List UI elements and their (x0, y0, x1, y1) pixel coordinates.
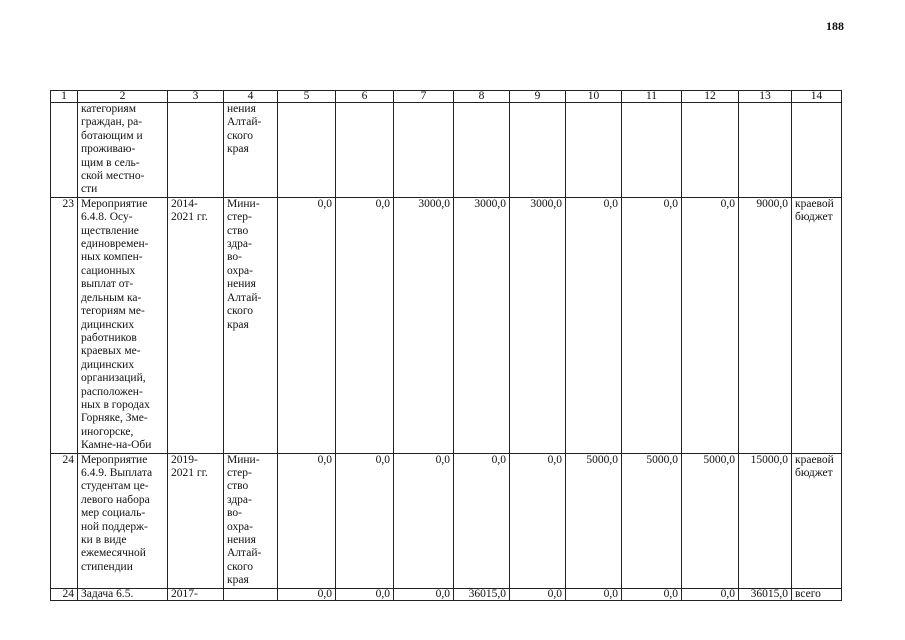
measure-name-text: Мероприятие 6.4.8. Осу- ществление единовремен- ных компен- сационных выплат от- дельным ка- тегориям ме- дицинских работников краевых ме- дицинских организаций, расположен- ных в городах Горняке, Зме- иногорске, Камне-на-Оби (81, 197, 152, 452)
value-cell: 36015,0 (454, 588, 510, 600)
value-cell: 5000,0 (622, 453, 682, 588)
executor (224, 103, 278, 198)
funding-source (792, 453, 842, 588)
row-number: 24 (51, 588, 78, 600)
value-cell: 3000,0 (394, 197, 454, 453)
value-cell: 5000,0 (682, 453, 739, 588)
column-number: 14 (792, 91, 842, 103)
period (168, 197, 224, 453)
measure-name-text: Мероприятие 6.4.9. Выплата студентам це- левого набора мер социаль- ной поддерж- ки в виде ежемесячной стипендии (81, 453, 153, 573)
value-cell: 0,0 (278, 453, 336, 588)
value-cell: 0,0 (336, 197, 394, 453)
value-cell (336, 103, 394, 198)
column-number: 1 (51, 91, 78, 103)
funding-source-text: краевой бюджет (795, 197, 834, 224)
table-row (51, 103, 842, 198)
value-cell (510, 103, 566, 198)
measure-name-text: Задача 6.5. (81, 588, 134, 600)
value-cell: 3000,0 (510, 197, 566, 453)
funding-source-text: краевой бюджет (795, 453, 834, 479)
value-cell: 0,0 (454, 453, 510, 588)
value-cell: 0,0 (394, 588, 454, 600)
value-cell (278, 103, 336, 198)
column-number: 6 (336, 91, 394, 103)
column-number: 9 (510, 91, 566, 103)
value-cell: 0,0 (510, 588, 566, 600)
program-measures-table (50, 90, 842, 601)
period-text: 2019- 2021 гг. (171, 453, 208, 479)
value-cell: 0,0 (622, 588, 682, 600)
value-cell: 0,0 (622, 197, 682, 453)
value-cell (622, 103, 682, 198)
column-number: 4 (224, 91, 278, 103)
funding-source (792, 197, 842, 453)
executor-text: нения Алтай- ского края (227, 103, 262, 156)
column-number: 8 (454, 91, 510, 103)
period-text: 2017- (171, 588, 198, 600)
funding-source-text: всего (795, 588, 821, 600)
value-cell (394, 103, 454, 198)
measure-name (78, 588, 168, 600)
table-row (51, 453, 842, 588)
value-cell: 9000,0 (739, 197, 792, 453)
value-cell: 0,0 (566, 588, 622, 600)
value-cell: 0,0 (394, 453, 454, 588)
measure-name (78, 453, 168, 588)
value-cell (682, 103, 739, 198)
period (168, 453, 224, 588)
value-cell: 0,0 (278, 197, 336, 453)
value-cell: 0,0 (682, 197, 739, 453)
column-number: 2 (78, 91, 168, 103)
row-number: 24 (51, 453, 78, 588)
value-cell: 5000,0 (566, 453, 622, 588)
measure-name (78, 103, 168, 198)
value-cell: 0,0 (566, 197, 622, 453)
period (168, 588, 224, 600)
column-number: 3 (168, 91, 224, 103)
executor (224, 453, 278, 588)
value-cell: 0,0 (510, 453, 566, 588)
column-number: 12 (682, 91, 739, 103)
value-cell: 0,0 (278, 588, 336, 600)
value-cell: 36015,0 (739, 588, 792, 600)
table-row (51, 197, 842, 453)
page-number: 188 (826, 19, 844, 33)
table-row (51, 588, 842, 600)
value-cell: 0,0 (336, 588, 394, 600)
executor (224, 588, 278, 600)
measure-name (78, 197, 168, 453)
column-number: 11 (622, 91, 682, 103)
row-number: 23 (51, 197, 78, 453)
column-number: 5 (278, 91, 336, 103)
measure-name-text: категориям граждан, ра- ботающим и проживаю- щим в сель- ской местно- сти (81, 103, 145, 196)
funding-source (792, 103, 842, 198)
value-cell: 15000,0 (739, 453, 792, 588)
value-cell: 3000,0 (454, 197, 510, 453)
value-cell (739, 103, 792, 198)
executor-text: Мини- стер- ство здра- во- охра- нения Алтай- ского края (227, 453, 262, 587)
period-text: 2014- 2021 гг. (171, 197, 208, 224)
value-cell: 0,0 (336, 453, 394, 588)
column-number: 10 (566, 91, 622, 103)
row-number (51, 103, 78, 198)
period (168, 103, 224, 198)
column-number-row (51, 91, 842, 103)
column-number: 7 (394, 91, 454, 103)
value-cell (566, 103, 622, 198)
value-cell: 0,0 (682, 588, 739, 600)
value-cell (454, 103, 510, 198)
funding-source (792, 588, 842, 600)
executor-text: Мини- стер- ство здра- во- охра- нения Алтай- ского края (227, 197, 262, 331)
executor (224, 197, 278, 453)
column-number: 13 (739, 91, 792, 103)
